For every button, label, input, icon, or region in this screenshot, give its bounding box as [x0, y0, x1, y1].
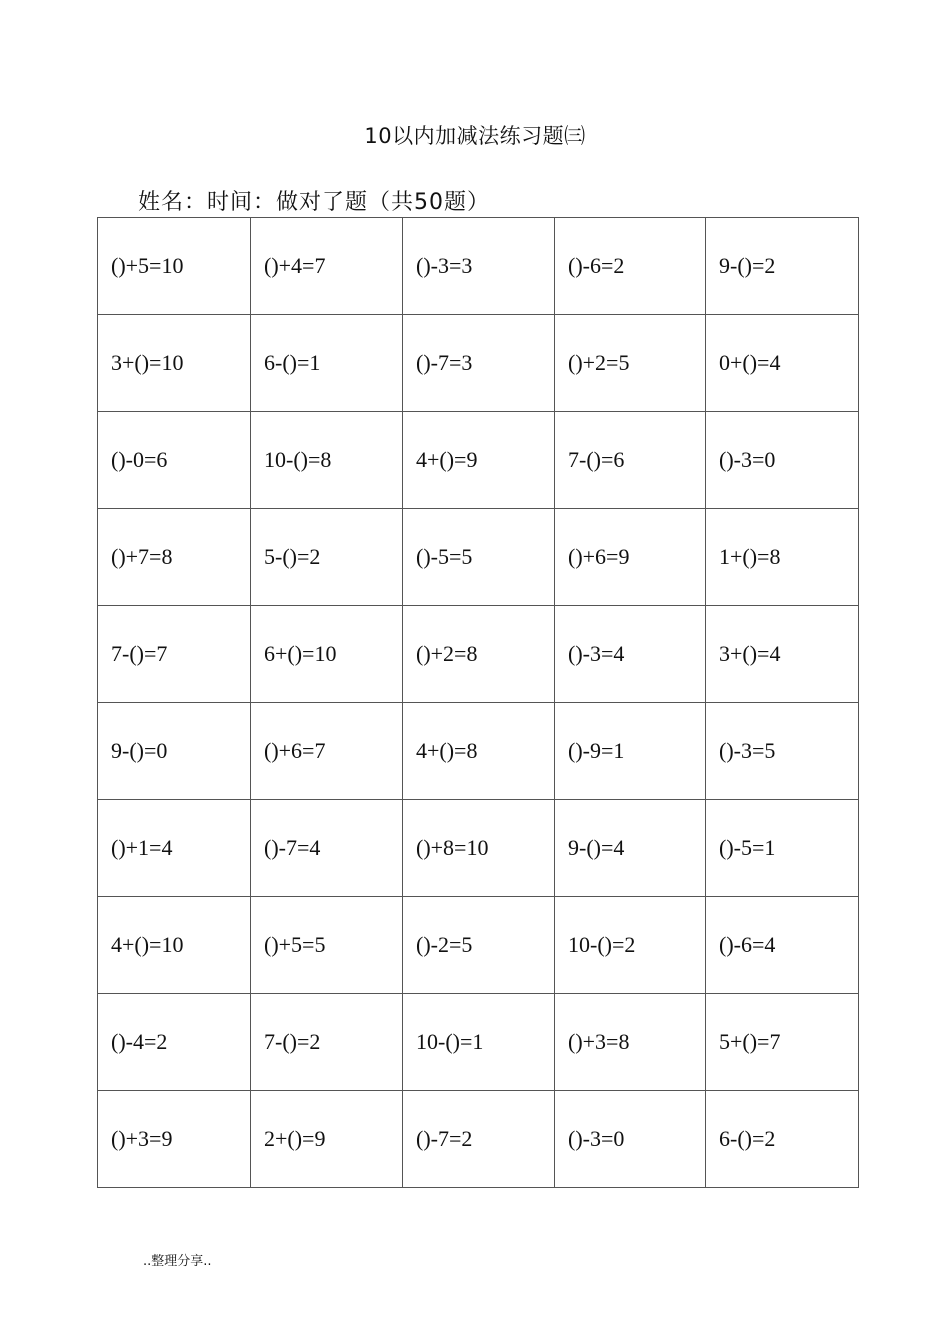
problem-cell: 7-()=7 — [98, 606, 251, 703]
problem-cell: 2+()=9 — [251, 1091, 403, 1188]
problem-cell: ()-3=4 — [555, 606, 706, 703]
problem-row — [98, 703, 859, 800]
problem-cell: ()-7=4 — [251, 800, 403, 897]
problem-cell: 9-()=0 — [98, 703, 251, 800]
problem-cell: ()-4=2 — [98, 994, 251, 1091]
problem-cell: ()+5=5 — [251, 897, 403, 994]
problem-row — [98, 1091, 859, 1188]
problem-cell: ()-7=3 — [403, 315, 555, 412]
problem-cell: ()-3=0 — [706, 412, 859, 509]
problem-cell: 5+()=7 — [706, 994, 859, 1091]
problem-cell: ()-9=1 — [555, 703, 706, 800]
problem-cell: ()-2=5 — [403, 897, 555, 994]
student-info-line: 姓名：时间：做对了题（共50题） — [138, 190, 490, 215]
problem-cell: ()+6=9 — [555, 509, 706, 606]
problem-cell: 7-()=6 — [555, 412, 706, 509]
problem-row — [98, 606, 859, 703]
problem-cell: 6-()=2 — [706, 1091, 859, 1188]
problem-cell: ()+6=7 — [251, 703, 403, 800]
problem-cell: ()+2=8 — [403, 606, 555, 703]
problem-cell: 3+()=4 — [706, 606, 859, 703]
problem-row — [98, 897, 859, 994]
problem-grid — [97, 217, 859, 1188]
problem-row — [98, 509, 859, 606]
problem-cell: ()-6=2 — [555, 218, 706, 315]
problem-cell: ()-6=4 — [706, 897, 859, 994]
problem-cell: ()+2=5 — [555, 315, 706, 412]
page-title: 10以内加减法练习题㈢ — [364, 124, 586, 148]
problem-cell: 4+()=9 — [403, 412, 555, 509]
problem-cell: 6+()=10 — [251, 606, 403, 703]
problem-cell: ()-3=0 — [555, 1091, 706, 1188]
problem-row — [98, 315, 859, 412]
problem-cell: ()+5=10 — [98, 218, 251, 315]
problem-cell: ()+3=9 — [98, 1091, 251, 1188]
problem-cell: 10-()=2 — [555, 897, 706, 994]
problem-row — [98, 412, 859, 509]
problem-row — [98, 800, 859, 897]
problem-row — [98, 218, 859, 315]
problem-cell: ()+1=4 — [98, 800, 251, 897]
problem-cell: 0+()=4 — [706, 315, 859, 412]
problem-cell: ()-3=3 — [403, 218, 555, 315]
problem-cell: 10-()=8 — [251, 412, 403, 509]
problem-cell: 5-()=2 — [251, 509, 403, 606]
problem-cell: 4+()=8 — [403, 703, 555, 800]
problem-cell: 1+()=8 — [706, 509, 859, 606]
problem-cell: 9-()=2 — [706, 218, 859, 315]
footer-note: ..整理分享.. — [143, 1254, 212, 1269]
problem-cell: ()+3=8 — [555, 994, 706, 1091]
problem-cell: ()-5=1 — [706, 800, 859, 897]
problem-cell: ()-3=5 — [706, 703, 859, 800]
problem-cell: 6-()=1 — [251, 315, 403, 412]
problem-cell: ()-5=5 — [403, 509, 555, 606]
problem-cell: ()+4=7 — [251, 218, 403, 315]
problem-cell: 7-()=2 — [251, 994, 403, 1091]
problem-cell: 3+()=10 — [98, 315, 251, 412]
problem-cell: 9-()=4 — [555, 800, 706, 897]
problem-cell: 4+()=10 — [98, 897, 251, 994]
problem-cell: 10-()=1 — [403, 994, 555, 1091]
problem-cell: ()+7=8 — [98, 509, 251, 606]
problem-cell: ()-0=6 — [98, 412, 251, 509]
problem-row — [98, 994, 859, 1091]
problem-cell: ()-7=2 — [403, 1091, 555, 1188]
problem-cell: ()+8=10 — [403, 800, 555, 897]
